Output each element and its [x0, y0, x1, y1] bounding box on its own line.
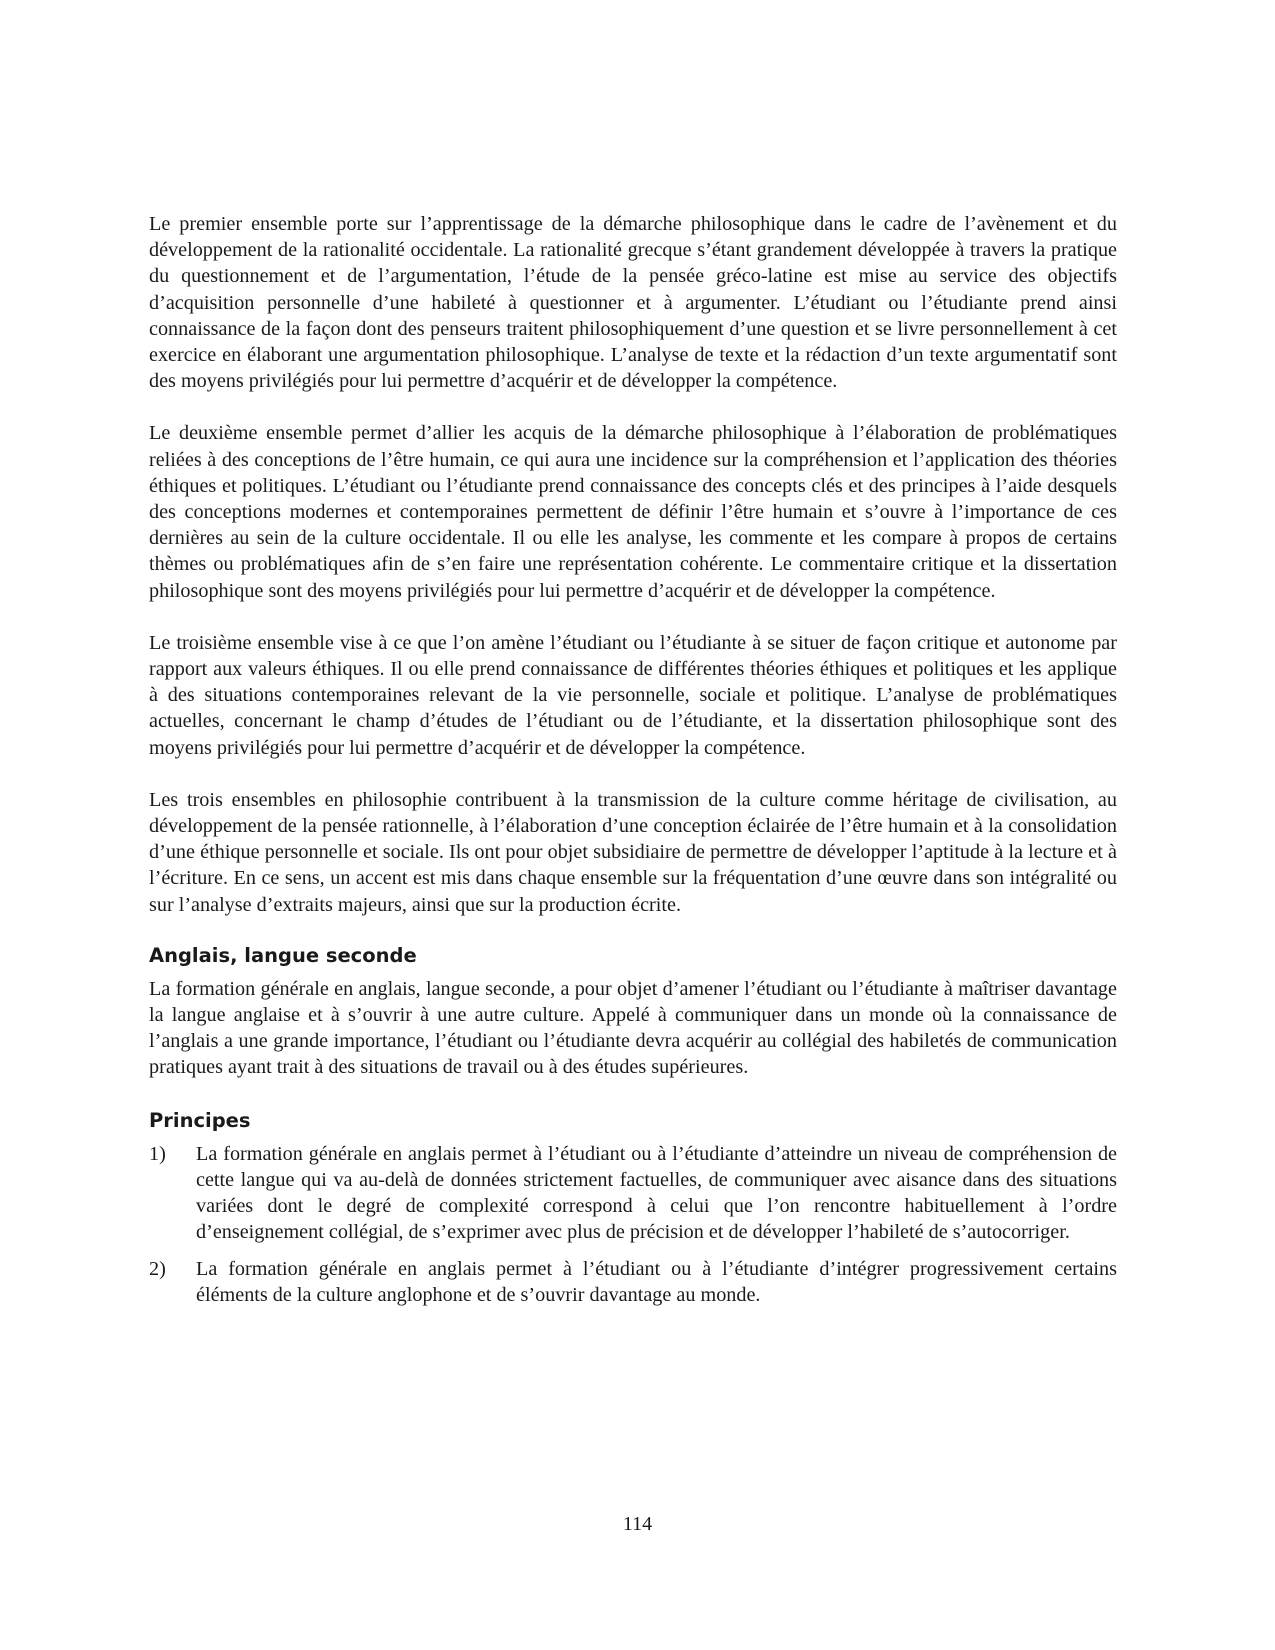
- section-anglais: [149, 944, 1117, 1081]
- heading-principes: Principes: [149, 1108, 251, 1132]
- list-text: La formation générale en anglais permet à l’étudiant ou à l’étudiante d’atteindre un niveau de compréhension de cette langue qui va au-delà de données strictement factuelles, de communiquer avec aisance dans des situations variées dont le degré de complexité correspond à celui que l’on rencontre habituellement à l’ordre d’enseignement collégial, de s’exprimer avec plus de précision et de développer l’habileté de s’autocorriger.: [196, 1142, 1117, 1244]
- paragraph-troisieme-ensemble: Le troisième ensemble vise à ce que l’on amène l’étudiant ou l’étudiante à se situer de façon critique et autonome par rapport aux valeurs éthiques. Il ou elle prend connaissance de différentes théories éthiques et politiques et les applique à des situations contemporaines relevant de la vie personnelle, sociale et politique. L’analyse de problématiques actuelles, concernant le champ d’études de l’étudiant ou de l’étudiante, et la dissertation philosophique sont des moyens privilégiés pour lui permettre d’acquérir et de développer la compétence.: [149, 631, 1117, 759]
- principe-item: [149, 1141, 1117, 1246]
- list-number: 1): [149, 1142, 166, 1165]
- page-number: 114: [622, 1513, 653, 1535]
- heading-anglais: Anglais, langue seconde: [149, 943, 417, 967]
- principe-item: [149, 1256, 1117, 1308]
- paragraph-anglais: La formation générale en anglais, langue seconde, a pour objet d’amener l’étudiant ou l’étudiante à maîtriser davantage la langue anglaise et à s’ouvrir à une autre culture. Appelé à communiquer dans un monde où la connaissance de l’anglais a une grande importance, l’étudiant ou l’étudiante devra acquérir au collégial des habiletés de communication pratiques ayant trait à des situations de travail ou à des études supérieures.: [149, 977, 1117, 1079]
- paragraph-trois-ensembles: Les trois ensembles en philosophie contribuent à la transmission de la culture comme héritage de civilisation, au développement de la pensée rationnelle, à l’élaboration d’une conception éclairée de l’être humain et à la consolidation d’une éthique personnelle et sociale. Ils ont pour objet subsidiaire de permettre de développer l’aptitude à la lecture et à l’écriture. En ce sens, un accent est mis dans chaque ensemble sur la fréquentation d’une œuvre dans son intégralité ou sur l’analyse d’extraits majeurs, ainsi que sur la production écrite.: [149, 788, 1117, 916]
- list-number: 2): [149, 1257, 166, 1280]
- paragraph-deuxieme-ensemble: Le deuxième ensemble permet d’allier les acquis de la démarche philosophique à l’élaboration de problématiques reliées à des conceptions de l’être humain, ce qui aura une incidence sur la compréhension et l’application des théories éthiques et politiques. L’étudiant ou l’étudiante prend connaissance des concepts clés et des principes à l’aide desquels des conceptions modernes et contemporaines permettent de définir l’être humain et s’ouvre à l’importance de ces dernières au sein de la culture occidentale. Il ou elle les analyse, les commente et les compare à propos de certains thèmes ou problématiques afin de s’en faire une représentation cohérente. Le commentaire critique et la dissertation philosophique sont des moyens privilégiés pour lui permettre d’acquérir et de développer la compétence.: [149, 422, 1117, 602]
- page-content: [149, 211, 1117, 1318]
- section-principes: [149, 1109, 1117, 1308]
- paragraph-premier-ensemble: Le premier ensemble porte sur l’apprentissage de la démarche philosophique dans le cadre de l’avènement et du développement de la rationalité occidentale. La rationalité grecque s’étant grandement développée à travers la pratique du questionnement et de l’argumentation, l’étude de la pensée gréco-latine est mise au service des objectifs d’acquisition personnelle d’une habileté à questionner et à argumenter. L’étudiant ou l’étudiante prend ainsi connaissance de la façon dont des penseurs traitent philosophiquement d’une question et se livre personnellement à cet exercice en élaborant une argumentation philosophique. L’analyse de texte et la rédaction d’un texte argumentatif sont des moyens privilégiés pour lui permettre d’acquérir et de développer la compétence.: [149, 213, 1117, 393]
- list-text: La formation générale en anglais permet à l’étudiant ou à l’étudiante d’intégrer progressivement certains éléments de la culture anglophone et de s’ouvrir davantage au monde.: [196, 1257, 1117, 1306]
